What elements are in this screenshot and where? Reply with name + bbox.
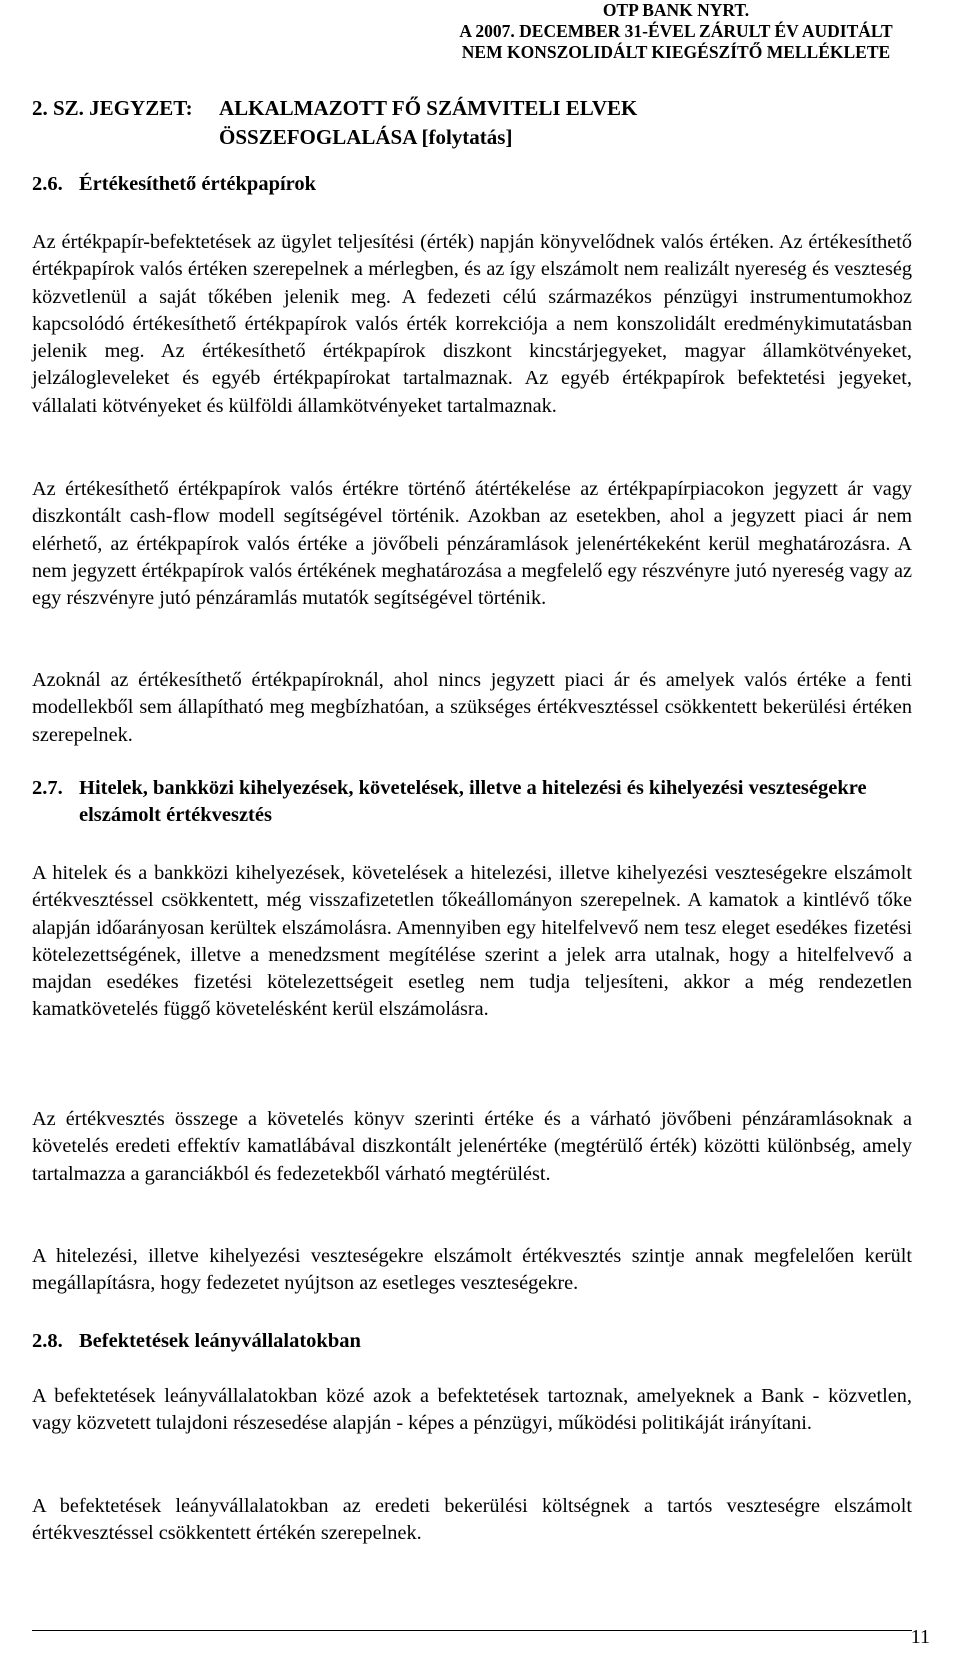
section-title: Hitelek, bankközi kihelyezések, követelések, illetve a hitelezési és kihelyezési veszteségekre elszámolt értékvesztés (79, 777, 867, 826)
header-report-title: A 2007. DECEMBER 31-ÉVEL ZÁRULT ÉV AUDITÁLT (459, 21, 893, 41)
chapter-title-line1: ALKALMAZOTT FŐ SZÁMVITELI ELVEK (219, 96, 638, 120)
section-title: Befektetések leányvállalatokban (79, 1330, 361, 1352)
paragraph: A befektetések leányvállalatokban az eredeti bekerülési költségnek a tartós veszteségre elszámolt értékvesztéssel csökkentett értékén szerepelnek. (32, 1495, 912, 1545)
paragraph: A befektetések leányvállalatokban közé azok a befektetések tartoznak, amelyeknek a Bank - közvetlen, vagy közvetett tulajdoni részesedése alapján - képes a pénzügyi, működési politikáját irányítani. (32, 1385, 912, 1435)
chapter-title (219, 94, 919, 152)
paragraph: A hitelezési, illetve kihelyezési veszteségekre elszámolt értékvesztés szintje annak megfelelően került megállapításra, hogy fedezetet nyújtson az esetleges veszteségekre. (32, 1245, 912, 1295)
paragraph: Az értékvesztés összege a követelés könyv szerinti értéke és a várható jövőbeni pénzáramlásoknak a követelés eredeti effektív kamatlábával diszkontált jelenértéke (megtérülő érték) közötti különbség, amely tartalmazza a garanciákból és fedezetekből várható megtérülést. (32, 1108, 912, 1185)
paragraph: Azoknál az értékesíthető értékpapíroknál, ahol nincs jegyzett piaci ár és amelyek valós értéke a fenti modellekből sem állapítható meg megbízhatóan, a szükséges értékvesztéssel csökkentett bekerülési értéken szerepelnek. (32, 669, 912, 746)
header-report-subtitle: NEM KONSZOLIDÁLT KIEGÉSZÍTŐ MELLÉKLETE (461, 42, 891, 62)
page-number: 11 (910, 1626, 930, 1648)
header-company: OTP BANK NYRT. (602, 0, 750, 20)
paragraph: Az értékesíthető értékpapírok valós értékre történő átértékelése az értékpapírpiacokon jegyzett ár vagy diszkontált cash-flow modell segítségével történik. Azokban az esetekben, ahol a jegyzett piaci ár nem elérhető, az értékpapírok valós értéke a jövőbeli pénzáramlások jelenértékeként kerül meghatározásra. A nem jegyzett értékpapírok valós értékének meghatározása a megfelelő egy részvényre jutó nyereség vagy az egy részvényre jutó pénzáramlás mutatók segítségével történik. (32, 478, 912, 610)
page-header (416, 0, 936, 63)
chapter-number: 2. SZ. JEGYZET: (32, 96, 193, 120)
section-number: 2.8. (32, 1330, 63, 1352)
paragraph: Az értékpapír-befektetések az ügylet teljesítési (érték) napján könyvelődnek valós értéken. Az értékesíthető értékpapírok valós értéken szerepelnek a mérlegben, és az így elszámolt nem realizált nyereség és veszteség közvetlenül a saját tőkében jelenik meg. A fedezeti célú származékos pénzügyi instrumentumokhoz kapcsolódó értékesíthető értékpapírok valós érték korrekciója a nem konszolidált eredménykimutatásban jelenik meg. Az értékesíthető értékpapírok diszkont kincstárjegyeket, magyar államkötvényeket, jelzálogleveleket és egyéb értékpapírokat tartalmaznak. Az egyéb értékpapírok befektetési jegyeket, vállalati kötvényeket és külföldi államkötvényeket tartalmaznak. (32, 231, 912, 417)
section-number: 2.6. (32, 173, 63, 195)
section-title: Értékesíthető értékpapírok (79, 173, 317, 195)
section-number: 2.7. (32, 777, 63, 799)
chapter-title-line2: ÖSSZEFOGLALÁSA [folytatás] (219, 125, 513, 149)
footer-rule (32, 1630, 912, 1631)
paragraph: A hitelek és a bankközi kihelyezések, követelések a hitelezési, illetve kihelyezési veszteségekre elszámolt értékvesztéssel csökkentett, még visszafizetetlen tőkeállományon szerepelnek. A kamatok a kintlévő tőke alapján időarányosan kerültek elszámolásra. Amennyiben egy hitelfelvevő nem tesz eleget esedékes fizetési kötelezettségének, illetve a menedzsment megítélése szerint a jelek arra utalnak, hogy a hitelfelvevő a majdan esedékes fizetési kötelezettségeit esetleg nem tudja teljesíteni, akkor a még rendezetlen kamatkövetelés függő követelésként kerül elszámolásra. (32, 862, 912, 1021)
